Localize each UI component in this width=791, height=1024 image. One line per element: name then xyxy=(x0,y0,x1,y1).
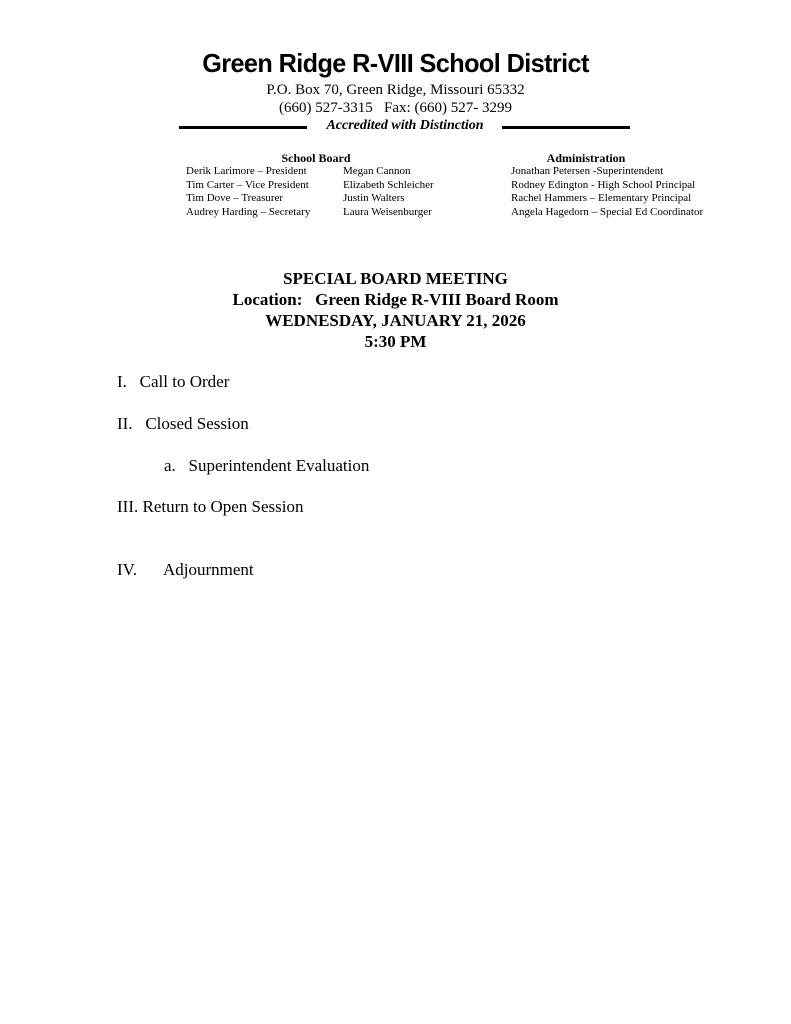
meeting-type: SPECIAL BOARD MEETING xyxy=(283,269,508,288)
board-member: Laura Weisenburger xyxy=(343,205,432,218)
board-member: Elizabeth Schleicher xyxy=(343,178,434,191)
district-name: Green Ridge R-VIII School District xyxy=(202,48,589,78)
school-board-heading: School Board xyxy=(281,151,351,165)
administrator: Rachel Hammers – Elementary Principal xyxy=(511,192,692,204)
right-divider xyxy=(502,126,630,129)
school-board-members xyxy=(343,165,434,219)
agenda-number: IV. xyxy=(117,560,137,579)
administrator: Rodney Edington - High School Principal xyxy=(511,178,696,191)
accreditation: Accredited with Distinction xyxy=(326,118,484,133)
agenda-item xyxy=(117,497,304,517)
board-member: Derik Larimore – President xyxy=(186,165,307,177)
board-member: Megan Cannon xyxy=(343,165,411,177)
agenda-number: II. xyxy=(117,414,133,433)
meeting-date: WEDNESDAY, JANUARY 21, 2026 xyxy=(265,311,526,330)
meeting-time: 5:30 PM xyxy=(364,332,427,351)
contact-line xyxy=(0,100,791,117)
agenda-subitem xyxy=(164,456,369,476)
agenda-text: Adjournment xyxy=(163,560,254,579)
agenda-number: I. xyxy=(117,372,127,391)
agenda-text: Superintendent Evaluation xyxy=(188,456,370,475)
meeting-location: Location: Green Ridge R-VIII Board Room xyxy=(232,290,559,309)
administration-heading: Administration xyxy=(546,151,626,165)
meeting-info xyxy=(0,268,791,352)
agenda-item xyxy=(117,414,249,434)
board-member: Tim Carter – Vice President xyxy=(186,178,309,191)
agenda-text: Closed Session xyxy=(145,414,249,433)
agenda-text: Call to Order xyxy=(139,372,230,391)
phone-number: (660) 527-3315 xyxy=(279,100,373,116)
agenda-text: Return to Open Session xyxy=(142,497,304,516)
administrator: Angela Hagedorn – Special Ed Coordinator xyxy=(511,205,704,218)
school-board-officers xyxy=(186,165,310,219)
fax-number: Fax: (660) 527- 3299 xyxy=(384,100,512,116)
board-member: Justin Walters xyxy=(343,192,405,204)
agenda-item xyxy=(117,372,229,392)
administration-list xyxy=(511,165,703,219)
left-divider xyxy=(179,126,307,129)
agenda-number: a. xyxy=(164,456,176,475)
agenda-item xyxy=(117,560,254,580)
administrator: Jonathan Petersen -Superintendent xyxy=(511,165,664,177)
agenda-number: III. xyxy=(117,497,139,516)
board-member: Audrey Harding – Secretary xyxy=(186,205,311,218)
district-address: P.O. Box 70, Green Ridge, Missouri 65332 xyxy=(266,82,525,98)
board-member: Tim Dove – Treasurer xyxy=(186,192,284,204)
